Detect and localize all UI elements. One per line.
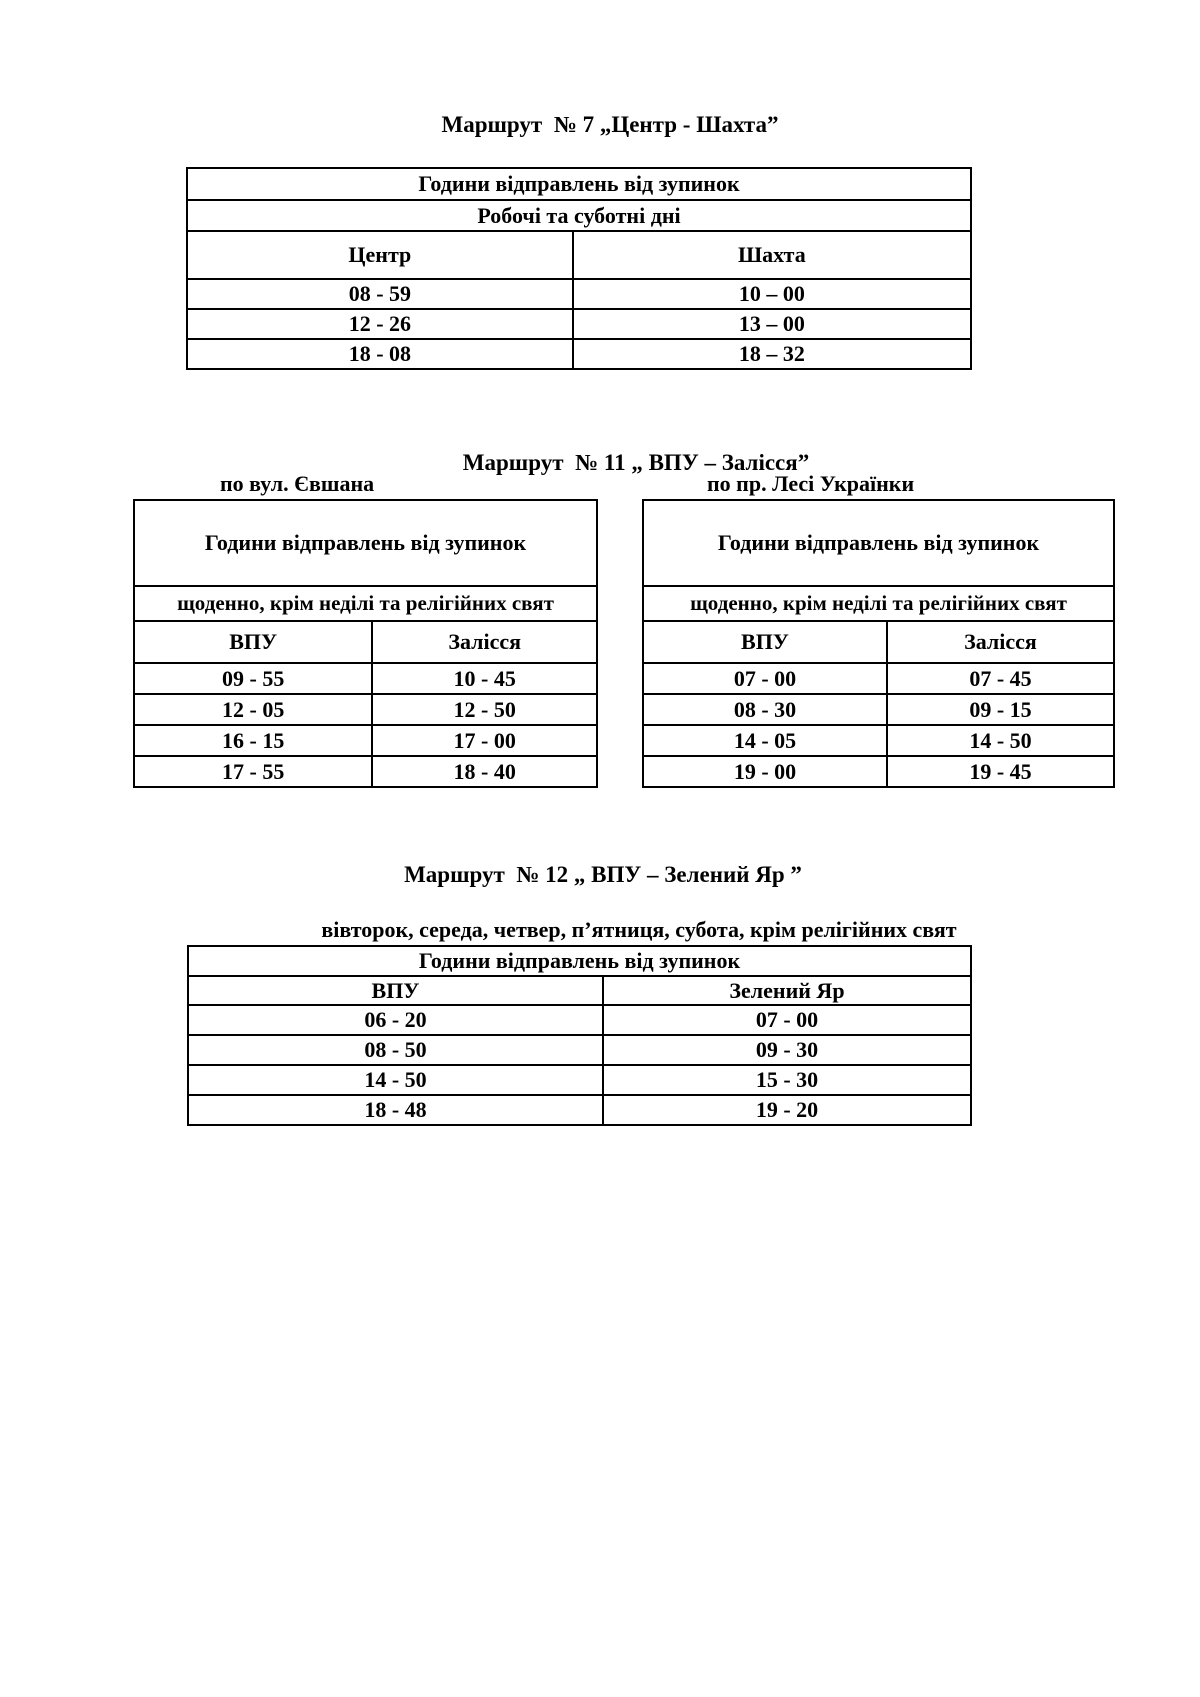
table-row (134, 621, 597, 663)
time-cell: 09 - 55 (134, 663, 372, 694)
time-cell: 14 - 05 (643, 725, 887, 756)
time-cell: 18 - 40 (372, 756, 597, 787)
table-row (643, 756, 1114, 787)
time-cell: 08 - 50 (188, 1035, 603, 1065)
time-cell: 10 - 45 (372, 663, 597, 694)
time-cell: 18 - 08 (187, 339, 573, 369)
route11-schedule-table-lesi-ukrainky (642, 499, 1115, 788)
route11-schedule-table-yevshana (133, 499, 598, 788)
time-cell: 08 - 30 (643, 694, 887, 725)
street-label-yevshana: по вул. Євшана (220, 471, 375, 496)
column-header-vpu: ВПУ (188, 976, 603, 1005)
time-cell: 12 - 26 (187, 309, 573, 339)
table-row (643, 500, 1114, 586)
departures-header: Години відправлень від зупинок (134, 500, 597, 586)
table-row (188, 1065, 971, 1095)
departures-header: Години відправлень від зупинок (188, 946, 971, 976)
time-cell: 17 - 55 (134, 756, 372, 787)
table-row (187, 309, 971, 339)
route7-title: Маршрут № 7 „Центр - Шахта” (441, 112, 779, 137)
table-row (187, 231, 971, 279)
time-cell: 14 - 50 (887, 725, 1114, 756)
table-row (134, 725, 597, 756)
table-row (134, 500, 597, 586)
time-cell: 09 - 15 (887, 694, 1114, 725)
table-row (134, 694, 597, 725)
time-cell: 07 - 00 (603, 1005, 971, 1035)
route11-title: Маршрут № 11 „ ВПУ – Залісся” (462, 450, 810, 475)
time-cell: 07 - 45 (887, 663, 1114, 694)
column-header-zalissia: Залісся (887, 621, 1114, 663)
table-row (643, 663, 1114, 694)
table-row (134, 663, 597, 694)
time-cell: 09 - 30 (603, 1035, 971, 1065)
time-cell: 15 - 30 (603, 1065, 971, 1095)
time-cell: 18 – 32 (573, 339, 971, 369)
table-row (187, 200, 971, 231)
table-row (188, 1095, 971, 1125)
table-row (643, 586, 1114, 621)
column-header-vpu: ВПУ (643, 621, 887, 663)
time-cell: 16 - 15 (134, 725, 372, 756)
time-cell: 19 - 45 (887, 756, 1114, 787)
table-row (187, 168, 971, 200)
street-label-lesi-ukrainky: по пр. Лесі Українки (707, 471, 915, 496)
time-cell: 07 - 00 (643, 663, 887, 694)
time-cell: 18 - 48 (188, 1095, 603, 1125)
time-cell: 12 - 05 (134, 694, 372, 725)
time-cell: 19 - 00 (643, 756, 887, 787)
table-row (187, 279, 971, 309)
time-cell: 12 - 50 (372, 694, 597, 725)
table-row (643, 725, 1114, 756)
table-row (134, 586, 597, 621)
column-header-zalissia: Залісся (372, 621, 597, 663)
time-cell: 17 - 00 (372, 725, 597, 756)
route12-days-subtitle: вівторок, середа, четвер, п’ятниця, субота, крім релігійних свят (321, 917, 957, 942)
days-header: Робочі та суботні дні (187, 200, 971, 231)
departures-header: Години відправлень від зупинок (643, 500, 1114, 586)
table-row (188, 1035, 971, 1065)
column-header-zelenyi-yar: Зелений Яр (603, 976, 971, 1005)
table-row (187, 339, 971, 369)
departures-header: Години відправлень від зупинок (187, 168, 971, 200)
column-header-shakhta: Шахта (573, 231, 971, 279)
table-row (643, 694, 1114, 725)
days-header: щоденно, крім неділі та релігійних свят (134, 586, 597, 621)
time-cell: 13 – 00 (573, 309, 971, 339)
time-cell: 10 – 00 (573, 279, 971, 309)
table-row (134, 756, 597, 787)
table-row (188, 946, 971, 976)
table-row (643, 621, 1114, 663)
time-cell: 06 - 20 (188, 1005, 603, 1035)
time-cell: 08 - 59 (187, 279, 573, 309)
time-cell: 19 - 20 (603, 1095, 971, 1125)
time-cell: 14 - 50 (188, 1065, 603, 1095)
days-header: щоденно, крім неділі та релігійних свят (643, 586, 1114, 621)
table-row (188, 976, 971, 1005)
route12-title: Маршрут № 12 „ ВПУ – Зелений Яр ” (404, 862, 802, 887)
column-header-vpu: ВПУ (134, 621, 372, 663)
column-header-centr: Центр (187, 231, 573, 279)
table-row (188, 1005, 971, 1035)
route7-schedule-table (186, 167, 972, 370)
route12-schedule-table (187, 945, 972, 1126)
